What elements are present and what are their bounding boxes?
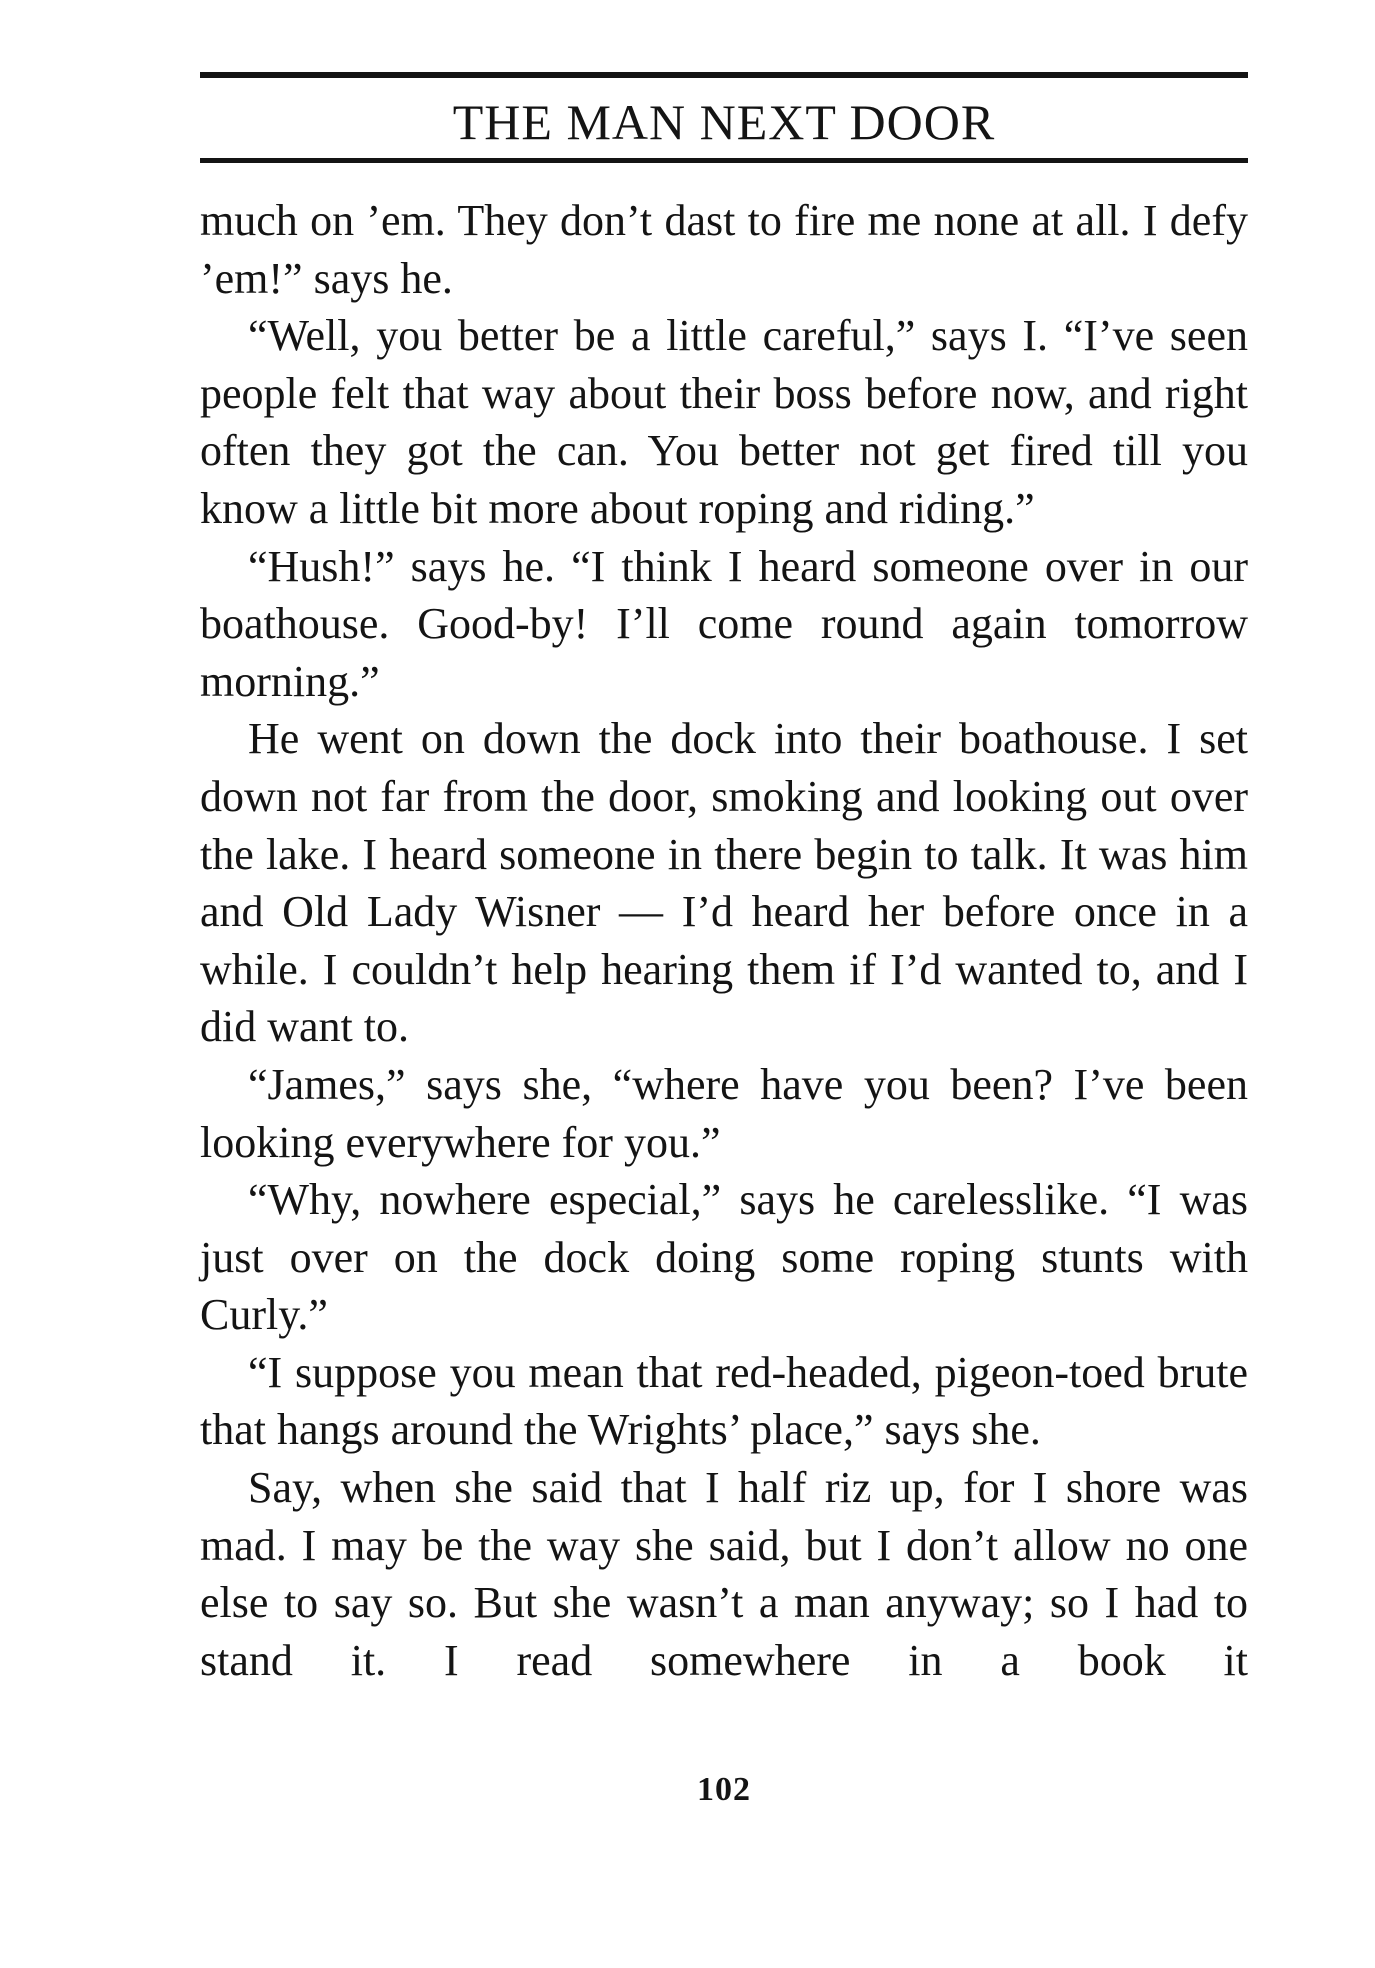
page-number: 102	[697, 1771, 751, 1808]
header-rule-top	[200, 72, 1248, 78]
running-head: THE MAN NEXT DOOR	[452, 94, 996, 150]
paragraph: “Hush!” says he. “I think I heard someone over in our boathouse. Good-by! I’ll come round again tomorrow morning.”	[200, 541, 1248, 706]
header-rule-bottom	[200, 158, 1248, 163]
paragraph: “Why, nowhere especial,” says he carelesslike. “I was just over on the dock doing some roping stunts with Curly.”	[200, 1175, 1248, 1340]
paragraph: much on ’em. They don’t dast to fire me none at all. I defy ’em!” says he.	[200, 196, 1248, 303]
paragraph: He went on down the dock into their boathouse. I set down not far from the door, smoking and looking out over the lake. I heard someone in there begin to talk. It was him and Old Lady Wisner — I’d heard her before once in a while. I couldn’t help hearing them if I’d wanted to, and I did want to.	[200, 714, 1248, 1052]
paragraph: Say, when she said that I half riz up, for I shore was mad. I may be the way she said, but I don’t allow no one else to say so. But she wasn’t a man anyway; so I had to stand it. I read somewhere in a book it	[200, 1463, 1248, 1685]
paragraph: “James,” says she, “where have you been? I’ve been looking everywhere for you.”	[200, 1059, 1248, 1167]
paragraph: “I suppose you mean that red-headed, pigeon-toed brute that hangs around the Wrights’ place,” says she.	[200, 1347, 1248, 1455]
body-text	[200, 192, 1248, 1689]
paragraph: “Well, you better be a little careful,” says I. “I’ve seen people felt that way about their boss before now, and right often they got the can. You better not get fired till you know a little bit more about roping and riding.”	[200, 311, 1248, 533]
